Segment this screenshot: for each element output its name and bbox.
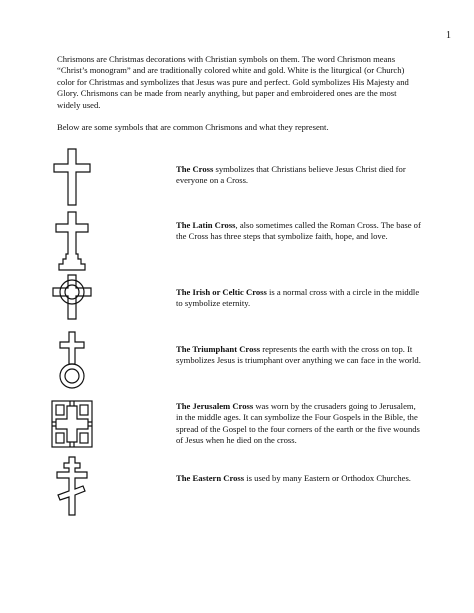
symbol-description: was worn by the crusaders going to Jerusalem, in the middle ages. It can symbolize the Four Gospels in the Bible, the spread of the Gospel to the four corners of the earth or the five wounds of Jesus when he died on the cross. [176,401,420,446]
symbol-item-latin-cross [176,220,421,243]
symbol-name: The Latin Cross [176,220,236,230]
symbol-name: The Triumphant Cross [176,344,261,354]
symbol-item-celtic-cross [176,287,421,310]
symbol-name: The Jerusalem Cross [176,401,254,411]
symbol-name: The Irish or Celtic Cross [176,287,267,297]
symbol-description: is a normal cross with a circle in the middle to symbolize eternity. [176,287,420,309]
intro-paragraph: Chrismons are Christmas decorations with Christian symbols on them. The word Chrismon means “Christ’s monogram” and are traditionally colored white and gold. White is the liturgical (or Church) color for Christmas and symbolizes that Jesus was pure and perfect. Gold symbolizes His Majesty and Glory. Chrismons can be made from nearly anything, but paper and embroidered ones are the most widely used. [57,54,409,110]
symbol-name: The Cross [176,164,214,174]
symbol-item-jerusalem-cross [176,401,421,447]
triumphant-cross-icon [50,330,94,390]
symbol-item-eastern-cross [176,473,421,484]
symbol-description: represents the earth with the cross on top. It symbolizes Jesus is triumphant over anything we can face in the world. [176,344,421,366]
symbol-item-triumphant-cross [176,344,421,367]
jerusalem-cross-icon [50,399,94,449]
eastern-cross-icon [50,455,94,517]
symbol-description: is used by many Eastern or Orthodox Churches. [244,473,411,483]
plain-cross-icon [50,147,94,207]
symbol-item-cross [176,164,421,187]
symbol-description: symbolizes that Christians believe Jesus Christ died for everyone on a Cross. [176,164,406,186]
intro-second-paragraph: Below are some symbols that are common Chrismons and what they represent. [57,122,329,132]
page-number: 1 [446,30,451,41]
latin-cross-icon [50,210,94,272]
symbol-name: The Eastern Cross [176,473,245,483]
celtic-cross-icon [50,273,94,321]
symbol-description: , also sometimes called the Roman Cross. The base of the Cross has three steps that symbolize faith, hope, and love. [176,220,421,242]
